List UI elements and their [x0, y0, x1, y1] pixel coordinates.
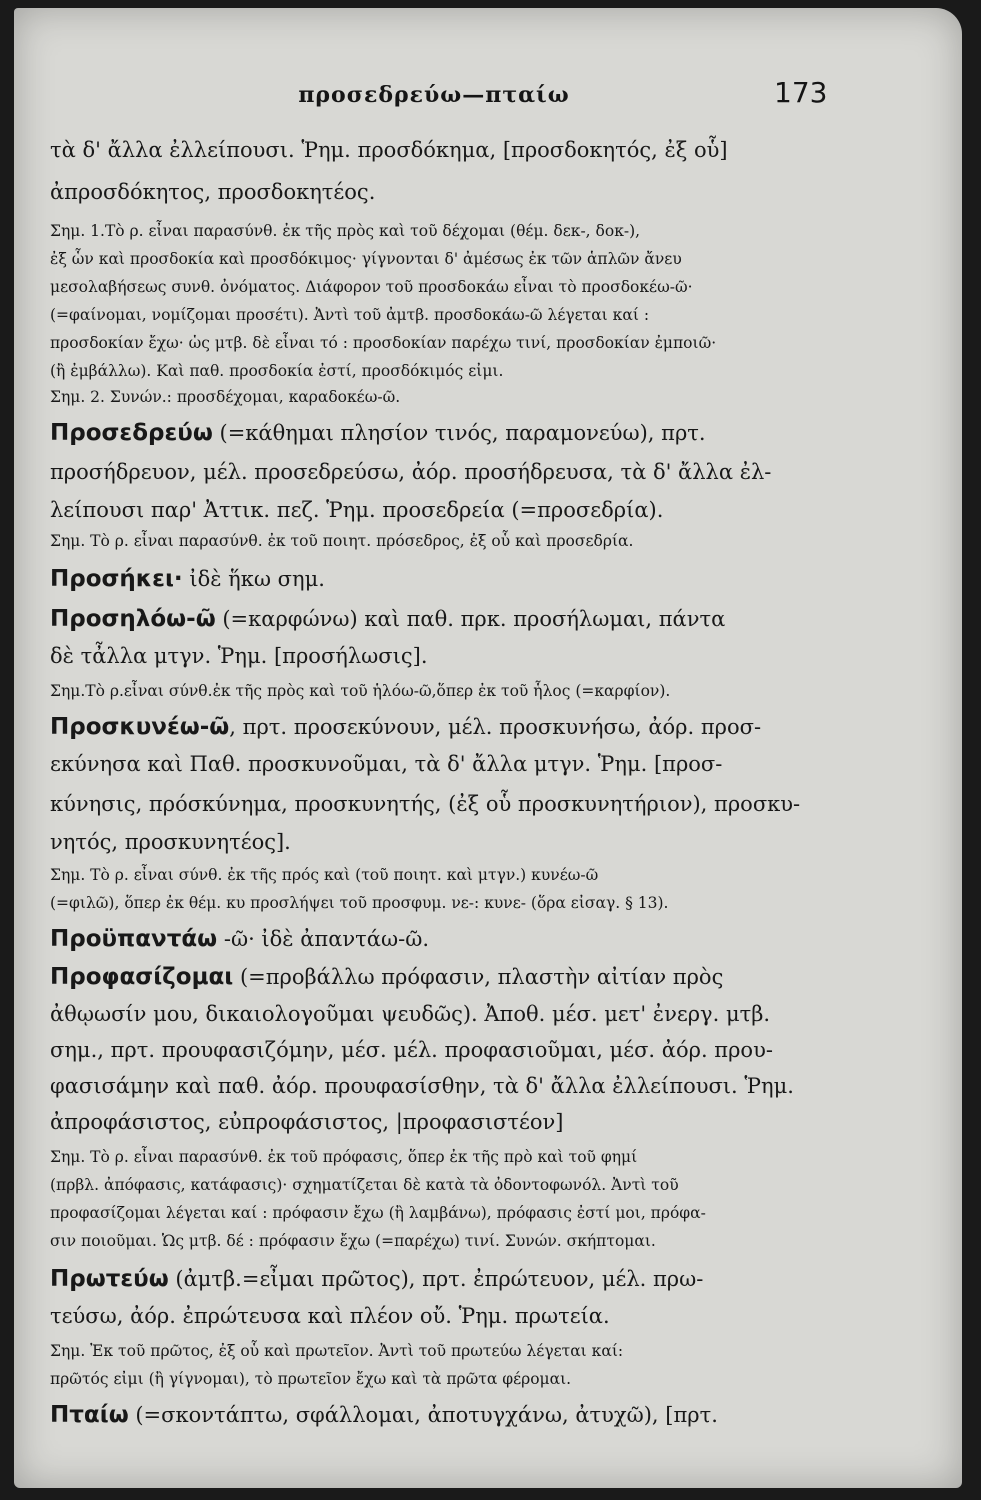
headword: Προσκυνέω-ῶ	[50, 714, 230, 740]
note-line	[50, 532, 633, 550]
headword: Πρωτεύω	[50, 1266, 169, 1292]
line-text: Σημ. 1.Τὸ ρ. εἶναι παρασύνθ. ἐκ τῆς πρὸς καὶ τοῦ δέχομαι (θέμ. δεκ-, δοκ-),	[50, 222, 641, 240]
text-line	[50, 1038, 773, 1062]
note-line	[50, 1148, 637, 1166]
text-line	[50, 752, 722, 776]
line-text: σιν ποιοῦμαι. Ὡς μτβ. δέ : πρόφασιν ἔχω (=παρέχω) τινί. Συνών. σκήπτομαι.	[50, 1232, 656, 1250]
line-text: ἀπροφάσιστος, εὐπροφάσιστος, |προφασιστέον]	[50, 1110, 564, 1134]
line-text: μεσολαβήσεως συνθ. ὀνόματος. Διάφορον τοῦ προσδοκάω εἶναι τὸ προσδοκέω-ῶ·	[50, 278, 693, 296]
line-text: (=φιλῶ), ὅπερ ἐκ θέμ. κυ προσλήψει τοῦ προσφυμ. νε-: κυνε- (ὅρα εἰσαγ. § 13).	[50, 894, 669, 912]
line-text: Σημ. Ἐκ τοῦ πρῶτος, ἐξ οὗ καὶ πρωτεῖον. Ἀντὶ τοῦ πρωτεύω λέγεται καί:	[50, 1342, 624, 1360]
line-text: τεύσω, ἀόρ. ἐπρώτευσα καὶ πλέον οὔ. Ῥημ. πρωτεία.	[50, 1304, 610, 1328]
headword: Προσεδρεύω	[50, 420, 213, 446]
note-line	[50, 1370, 571, 1388]
line-text: (=κάθημαι πλησίον τινός, παραμονεύω), πρτ.	[212, 421, 706, 445]
text-line	[50, 1002, 770, 1026]
line-text: (ἢ ἐμβάλλω). Καὶ παθ. προσδοκία ἐστί, προσδόκιμός εἰμι.	[50, 362, 504, 380]
page-sheet	[14, 8, 962, 1488]
text-line	[50, 180, 375, 204]
line-text: προσήδρευον, μέλ. προσεδρεύσω, ἀόρ. προσήδρευσα, τὰ δ' ἄλλα ἐλ-	[50, 460, 772, 484]
headword: Προσήκει·	[50, 566, 183, 592]
headword: Προϋπαντάω	[50, 926, 218, 952]
text-line	[50, 644, 428, 668]
line-text: , πρτ. προσεκύνουν, μέλ. προσκυνήσω, ἀόρ. προσ-	[229, 715, 762, 739]
line-text: ἰδὲ ἥκω σημ.	[182, 567, 325, 591]
note-line	[50, 334, 716, 352]
line-text: (=καρφώνω) καὶ παθ. πρκ. προσήλωμαι, πάντα	[215, 607, 726, 631]
note-line	[50, 222, 640, 240]
text-line	[50, 830, 291, 854]
line-text: τὰ δ' ἄλλα ἐλλείπουσι. Ῥημ. προσδόκημα, [προσδοκητός, ἐξ οὗ]	[50, 138, 728, 162]
text-line	[50, 1074, 794, 1098]
note-line	[50, 250, 682, 268]
line-text: Σημ.Τὸ ρ.εἶναι σύνθ.ἐκ τῆς πρὸς καὶ τοῦ ἡλόω-ῶ,ὅπερ ἐκ τοῦ ἧλος (=καρφίον).	[50, 682, 671, 700]
line-text: λείπουσι παρ' Ἀττικ. πεζ. Ῥημ. προσεδρεία (=προσεδρία).	[50, 498, 664, 522]
text-line	[50, 1304, 610, 1328]
text-line	[50, 1110, 564, 1134]
note-line	[50, 682, 670, 700]
line-text: (=φαίνομαι, νομίζομαι προσέτι). Ἀντὶ τοῦ ἀμτβ. προσδοκάω-ῶ λέγεται καί :	[50, 306, 650, 324]
line-text: προσδοκίαν ἔχω· ὡς μτβ. δὲ εἶναι τό : προσδοκίαν παρέχω τινί, προσδοκίαν ἐμποιῶ·	[50, 334, 717, 352]
line-text: -ῶ· ἰδὲ ἀπαντάω-ῶ.	[217, 927, 430, 951]
line-text: σημ., πρτ. προυφασιζόμην, μέσ. μέλ. προφασιοῦμαι, μέσ. ἀόρ. πρου-	[50, 1038, 773, 1062]
line-text: ἀπροσδόκητος, προσδοκητέος.	[50, 180, 376, 204]
entry-line	[50, 964, 723, 990]
note-line	[50, 1204, 706, 1222]
note-line	[50, 1176, 679, 1194]
note-line	[50, 894, 668, 912]
note-line	[50, 278, 693, 296]
note-line	[50, 866, 598, 884]
line-text: φασισάμην καὶ παθ. ἀόρ. προυφασίσθην, τὰ δ' ἄλλα ἐλλείπουσι. Ῥημ.	[50, 1074, 794, 1098]
line-text: (=σκοντάπτω, σφάλλομαι, ἀποτυγχάνω, ἀτυχῶ), [πρτ.	[128, 1403, 718, 1427]
line-text: ἐξ ὧν καὶ προσδοκία καὶ προσδόκιμος· γίγνονται δ' ἀμέσως ἐκ τῶν ἁπλῶν ἄνευ	[50, 250, 682, 268]
note-line	[50, 1342, 623, 1360]
entry-line	[50, 566, 325, 592]
headword: Πταίω	[50, 1402, 129, 1428]
text-line	[50, 138, 728, 162]
entry-line	[50, 1266, 703, 1292]
note-line	[50, 362, 503, 380]
entry-line	[50, 1402, 718, 1428]
line-text: Σημ. Τὸ ρ. εἶναι σύνθ. ἐκ τῆς πρός καὶ (τοῦ ποιητ. καὶ μτγν.) κυνέω-ῶ	[50, 866, 599, 884]
note-line	[50, 388, 400, 406]
running-header: προσεδρεύω—πταίω	[298, 82, 570, 108]
text-line	[50, 792, 800, 816]
line-text: προφασίζομαι λέγεται καί : πρόφασιν ἔχω (ἢ λαμβάνω), πρόφασις ἐστί μοι, πρόφα-	[50, 1204, 706, 1222]
line-text: Σημ. Τὸ ρ. εἶναι παρασύνθ. ἐκ τοῦ πρόφασις, ὅπερ ἐκ τῆς πρὸ καὶ τοῦ φημί	[50, 1148, 638, 1166]
line-text: νητός, προσκυνητέος].	[50, 830, 291, 854]
headword: Προφασίζομαι	[50, 964, 234, 990]
line-text: εκύνησα καὶ Παθ. προσκυνοῦμαι, τὰ δ' ἄλλα μτγν. Ῥημ. [προσ-	[50, 752, 723, 776]
line-text: πρῶτός εἰμι (ἢ γίγνομαι), τὸ πρωτεῖον ἔχω καὶ τὰ πρῶτα φέρομαι.	[50, 1370, 572, 1388]
entry-line	[50, 606, 725, 632]
text-line	[50, 460, 771, 484]
line-text: κύνησις, πρόσκύνημα, προσκυνητής, (ἐξ οὗ προσκυνητήριον), προσκυ-	[50, 792, 801, 816]
line-text: (πρβλ. ἀπόφασις, κατάφασις)· σχηματίζεται δὲ κατὰ τὰ ὀδοντοφωνόλ. Ἀντὶ τοῦ	[50, 1176, 679, 1194]
text-line	[50, 498, 663, 522]
page-number: 173	[774, 76, 828, 109]
line-text: (=προβάλλω πρόφασιν, πλαστὴν αἰτίαν πρὸς	[233, 965, 724, 989]
note-line	[50, 306, 649, 324]
headword: Προσηλόω-ῶ	[50, 606, 216, 632]
entry-line	[50, 420, 706, 446]
entry-line	[50, 926, 429, 952]
line-text: Σημ. Τὸ ρ. εἶναι παρασύνθ. ἐκ τοῦ ποιητ. πρόσεδρος, ἐξ οὗ καὶ προσεδρία.	[50, 532, 634, 550]
line-text: Σημ. 2. Συνών.: προσδέχομαι, καραδοκέω-ῶ.	[50, 388, 401, 406]
note-line	[50, 1232, 656, 1250]
entry-line	[50, 714, 761, 740]
line-text: ἀθῳωσίν μου, δικαιολογοῦμαι ψευδῶς). Ἀποθ. μέσ. μετ' ἐνεργ. μτβ.	[50, 1002, 771, 1026]
line-text: δὲ τἆλλα μτγν. Ῥημ. [προσήλωσις].	[50, 644, 428, 668]
line-text: (ἀμτβ.=εἶμαι πρῶτος), πρτ. ἐπρώτευον, μέλ. πρω-	[168, 1267, 704, 1291]
